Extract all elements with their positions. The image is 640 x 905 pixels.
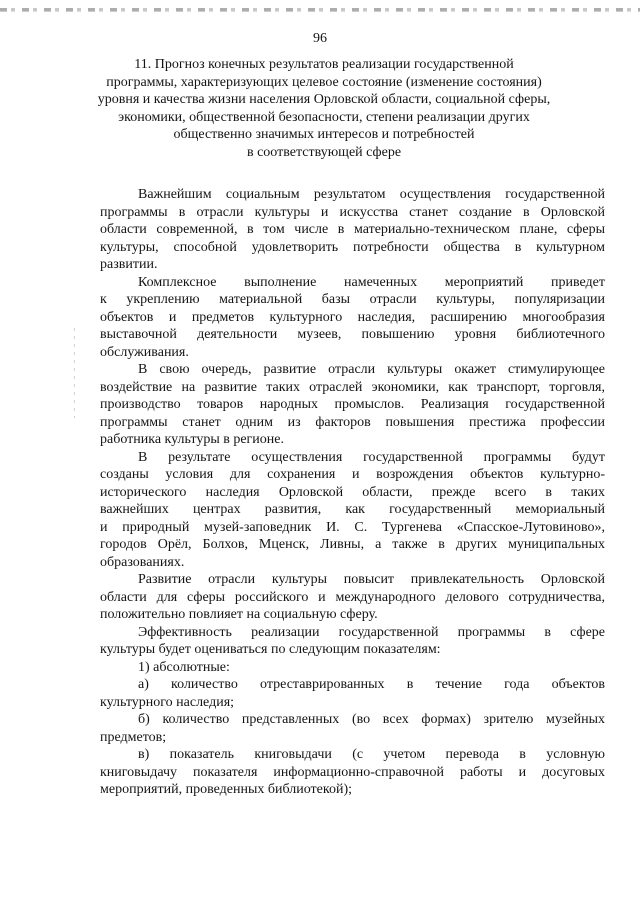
page-number: 96 xyxy=(313,31,327,46)
text-line: программы станет одним из факторов повышения престижа профессии xyxy=(100,414,605,430)
text-line: выставочной деятельности музеев, повышению уровня библиотечного xyxy=(100,327,605,342)
text-line: созданы условия для сохранения и возрождения объектов культурно- xyxy=(100,467,605,482)
text-line: Развитие отрасли культуры повысит привлекательность Орловской xyxy=(138,572,605,587)
paragraph-heritage xyxy=(100,449,605,572)
text-line: объектов и предметов культурного наследия, расширению многообразия xyxy=(100,309,605,325)
text-line: книговыдачу показателя информационно-справочной работы и досуговых xyxy=(100,764,605,780)
text-line: Эффективность реализации государственной программы в сфере xyxy=(138,624,605,640)
text-line: обслуживания. xyxy=(100,344,189,360)
text-line: исторического наследия Орловской области, прежде всего в таких xyxy=(100,484,605,500)
list-item-c xyxy=(100,746,605,799)
section-heading xyxy=(96,56,552,161)
paragraph-economic-impact xyxy=(100,361,605,449)
text-line: предметов; xyxy=(100,729,167,745)
text-line: 1) абсолютные: xyxy=(138,659,230,675)
text-line: области современной, в том числе в материально-техническом плане, сферы xyxy=(100,222,605,237)
heading-line: 11. Прогноз конечных результатов реализации государственной xyxy=(134,57,514,72)
text-line: производство товаров народных промыслов. Реализация государственной xyxy=(100,397,605,412)
text-line: В свою очередь, развитие отрасли культуры окажет стимулирующее xyxy=(138,362,605,377)
text-line: развитии. xyxy=(100,257,158,272)
text-line: культурного наследия; xyxy=(100,694,235,710)
text-line: и природный музей-заповедник И. С. Тургенева «Спасское-Лутовиново», xyxy=(100,519,605,535)
list-item-b xyxy=(100,711,605,746)
text-line: к укреплению материальной базы отрасли культуры, популяризации xyxy=(100,292,605,307)
text-line: важнейших центрах развития, как государственный мемориальный xyxy=(100,502,605,517)
scan-artifact-margin xyxy=(74,328,75,418)
list-item-a xyxy=(100,676,605,711)
paragraph-attractiveness xyxy=(100,571,605,624)
text-line: в) показатель книговыдачи (с учетом перевода в условную xyxy=(138,747,605,762)
heading-line: экономики, общественной безопасности, степени реализации других xyxy=(118,109,530,125)
text-line: культуры, способной удовлетворить потребности общества в культурном xyxy=(100,239,605,255)
paragraph-complex-measures xyxy=(100,274,605,362)
text-line: положительно повлияет на социальную сферу. xyxy=(100,607,378,622)
heading-line: уровня и качества жизни населения Орловской области, социальной сферы, xyxy=(97,92,551,107)
text-line: городов Орёл, Болхов, Мценск, Ливны, а также в других муниципальных xyxy=(100,537,605,552)
heading-line: программы, характеризующих целевое состояние (изменение состояния) xyxy=(106,74,542,90)
heading-line: в соответствующей сфере xyxy=(246,144,402,160)
text-line: области для сферы российского и международного делового сотрудничества, xyxy=(100,589,605,605)
paragraph-effectiveness xyxy=(100,624,605,659)
text-line: В результате осуществления государственной программы будут xyxy=(138,449,605,465)
text-line: Важнейшим социальным результатом осуществления государственной xyxy=(138,187,605,202)
text-line: программы в отрасли культуры и искусства станет создание в Орловской xyxy=(100,204,605,220)
list-item-absolute xyxy=(100,659,605,677)
text-line: образованиях. xyxy=(100,554,185,570)
text-line: б) количество представленных (во всех формах) зрителю музейных xyxy=(138,712,605,727)
scan-artifact-top-thin xyxy=(0,11,640,12)
text-line: культуры будет оцениваться по следующим показателям: xyxy=(100,642,441,657)
text-line: а) количество отреставрированных в течение года объектов xyxy=(138,677,605,692)
text-line: Комплексное выполнение намеченных мероприятий приведет xyxy=(138,274,605,290)
heading-line: общественно значимых интересов и потребностей xyxy=(173,127,475,142)
text-line: воздействие на развитие таких отраслей экономики, как транспорт, торговля, xyxy=(100,379,605,395)
text-line: работника культуры в регионе. xyxy=(100,432,284,447)
body-text xyxy=(100,186,605,799)
paragraph-social-result xyxy=(100,186,605,274)
text-line: мероприятий, проведенных библиотекой); xyxy=(100,782,353,797)
